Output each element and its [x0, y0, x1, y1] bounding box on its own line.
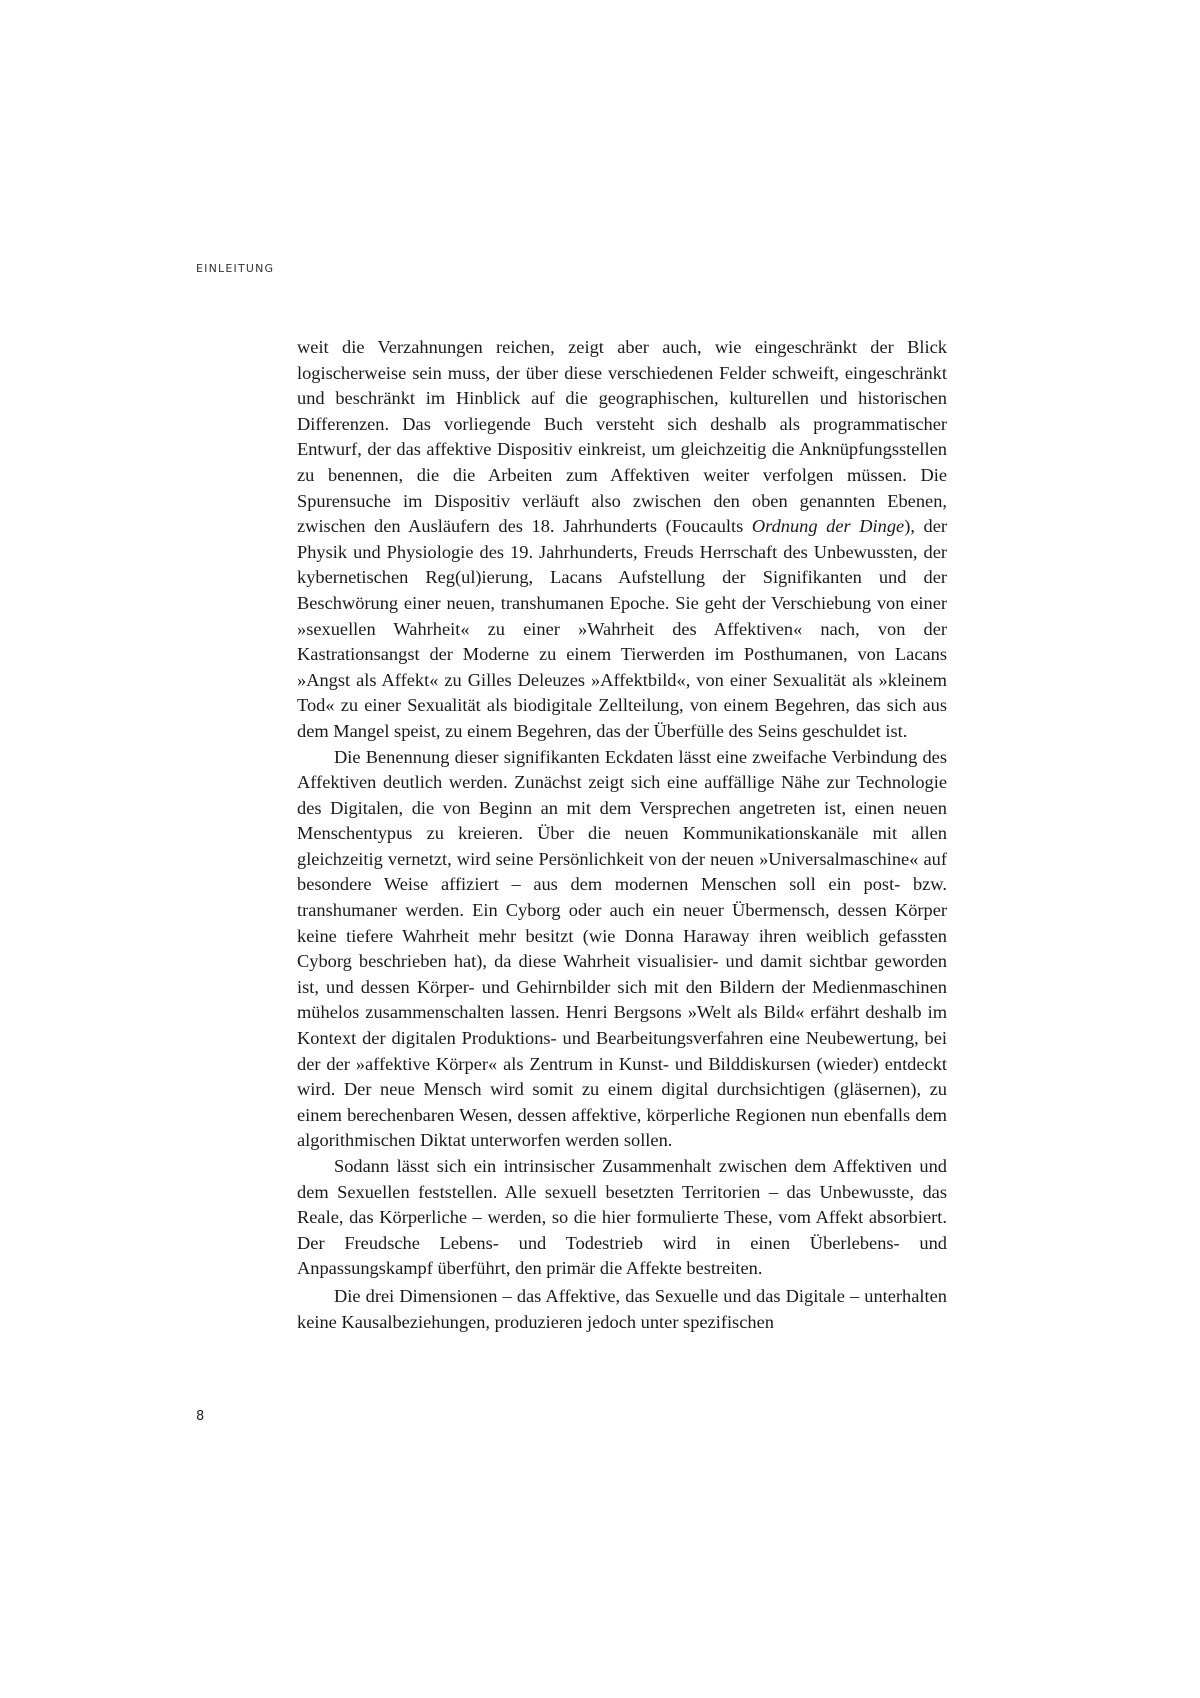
paragraph-4: Die drei Dimensionen – das Affektive, das Sexuelle und das Digitale – unterhalten keine Kausalbeziehungen, produzieren jedoch unter spezifischen: [297, 1285, 947, 1332]
page-number: 8: [196, 1409, 205, 1424]
body-text: [297, 335, 947, 1335]
paragraph-1: [297, 335, 947, 745]
paragraph-3: Sodann lässt sich ein intrinsischer Zusammenhalt zwischen dem Affektiven und dem Sexuellen feststellen. Alle sexuell besetzten Territorien – das Unbewusste, das Reale, das Körperliche – werden, so die hier formulierte These, vom Affekt absorbiert. Der Freudsche Lebens- und Todestrieb wird in einen Überlebens- und Anpassungskampf überführt, den primär die Affekte bestreiten.: [297, 1156, 947, 1279]
paragraph-1-part-b: ), der Physik und Physiologie des 19. Jahrhunderts, Freuds Herrschaft des Unbewussten, der kybernetischen Reg(ul)ierung, Lacans Aufstellung der Signifikanten und der Beschwörung einer neuen, transhumanen Epoche. Sie geht der Verschiebung von einer »sexuellen Wahrheit« zu einer »Wahrheit des Affektiven« nach, von der Kastrationsangst der Moderne zu einem Tierwerden im Posthumanen, von Lacans »Angst als Affekt« zu Gilles Deleuzes »Affektbild«, von einer Sexualität als »kleinem Tod« zu einer Sexualität als biodigitale Zellteilung, von einem Begehren, das sich aus dem Mangel speist, zu einem Begehren, das der Überfülle des Seins geschuldet ist.: [297, 516, 947, 741]
paragraph-1-part-a: weit die Verzahnungen reichen, zeigt aber auch, wie eingeschränkt der Blick logischerweise sein muss, der über diese verschiedenen Felder schweift, eingeschränkt und beschränkt im Hinblick auf die geographischen, kulturellen und historischen Differenzen. Das vorliegende Buch versteht sich deshalb als programmatischer Entwurf, der das affektive Dispositiv einkreist, um gleichzeitig die Anknüpfungsstellen zu benennen, die die Arbeiten zum Affektiven weiter verfolgen müssen. Die Spurensuche im Dispositiv verläuft also zwischen den oben genannten Ebenen, zwischen den Ausläufern des 18. Jahrhunderts (Foucaults: [297, 337, 947, 537]
running-title: EINLEITUNG: [196, 262, 275, 275]
paragraph-2: Die Benennung dieser signifikanten Eckdaten lässt eine zweifache Verbindung des Affektiven deutlich werden. Zunächst zeigt sich eine auffällige Nähe zur Technologie des Digitalen, die von Beginn an mit dem Versprechen angetreten ist, einen neuen Menschentypus zu kreieren. Über die neuen Kommunikationskanäle mit allen gleichzeitig vernetzt, wird seine Persönlichkeit von der neuen »Universalmaschine« auf besondere Weise affiziert – aus dem modernen Menschen soll ein post- bzw. transhumaner werden. Ein Cyborg oder auch ein neuer Übermensch, dessen Körper keine tiefere Wahrheit mehr besitzt (wie Donna Haraway ihren weiblich gefassten Cyborg beschrieben hat), da diese Wahrheit visualisier- und damit sichtbar geworden ist, und dessen Körper- und Gehirnbilder sich mit den Bildern der Medienmaschinen mühelos zusammenschalten lassen. Henri Bergsons »Welt als Bild« erfährt deshalb im Kontext der digitalen Produktions- und Bearbeitungsverfahren eine Neubewertung, bei der der »affektive Körper« als Zentrum in Kunst- und Bilddiskursen (wieder) entdeckt wird. Der neue Mensch wird somit zu einem digital durchsichtigen (gläsernen), zu einem berechenbaren Wesen, dessen affektive, körperliche Regionen nun ebenfalls dem algorithmischen Diktat unterworfen werden sollen.: [297, 746, 947, 1151]
book-title-italic: Ordnung der Dinge: [751, 516, 905, 537]
